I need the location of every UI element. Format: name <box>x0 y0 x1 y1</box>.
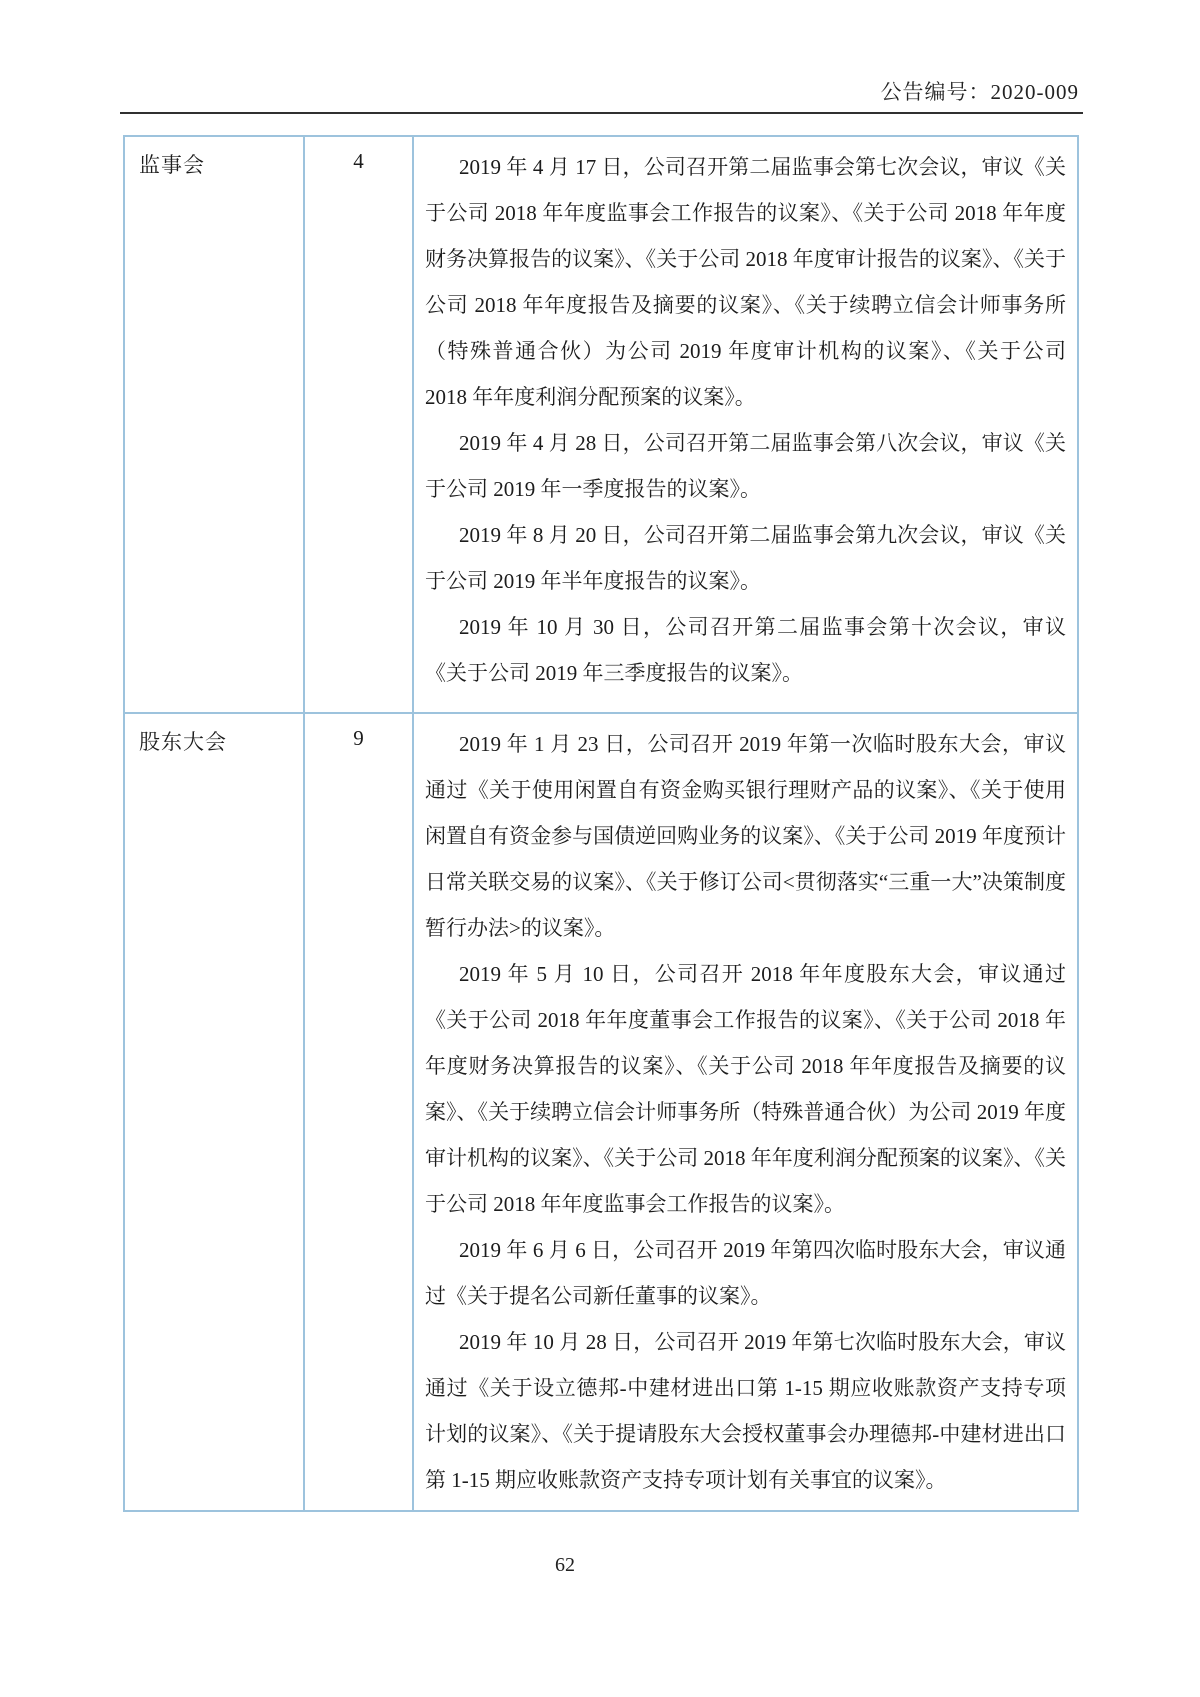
meetings-table <box>123 135 1079 1512</box>
meeting-paragraph: 2019 年 6 月 6 日，公司召开 2019 年第四次临时股东大会，审议通过《关于提名公司新任董事的议案》。 <box>425 1238 1066 1308</box>
meeting-paragraph: 2019 年 1 月 23 日，公司召开 2019 年第一次临时股东大会，审议通过《关于使用闲置自有资金购买银行理财产品的议案》、《关于使用闲置自有资金参与国债逆回购业务的议案》、《关于公司 2019 年度预计日常关联交易的议案》、《关于修订公司<贯彻落实“三重一大”决策制度暂行办法>的议案》。 <box>425 732 1066 940</box>
meeting-paragraph: 2019 年 8 月 20 日，公司召开第二届监事会第九次会议，审议《关于公司 2019 年半年度报告的议案》。 <box>425 523 1066 593</box>
meeting-count-cell: 4 <box>304 136 413 713</box>
meeting-details-cell <box>413 136 1078 713</box>
body-name-cell: 股东大会 <box>124 713 304 1511</box>
meeting-paragraph: 2019 年 4 月 28 日，公司召开第二届监事会第八次会议，审议《关于公司 2019 年一季度报告的议案》。 <box>425 431 1066 501</box>
meeting-paragraph: 2019 年 10 月 28 日，公司召开 2019 年第七次临时股东大会，审议通过《关于设立德邦-中建材进出口第 1-15 期应收账款资产支持专项计划的议案》、《关于提请股东大会授权董事会办理德邦-中建材进出口第 1-15 期应收账款资产支持专项计划有关事宜的议案》。 <box>425 1330 1066 1492</box>
announcement-number: 公告编号：2020-009 <box>880 80 1079 104</box>
meeting-paragraph: 2019 年 5 月 10 日，公司召开 2018 年年度股东大会，审议通过《关于公司 2018 年年度董事会工作报告的议案》、《关于公司 2018 年年度财务决算报告的议案》、《关于公司 2018 年年度报告及摘要的议案》、《关于续聘立信会计师事务所（特殊普通合伙）为公司 2019 年度审计机构的议案》、《关于公司 2018 年年度利润分配预案的议案》、《关于公司 2018 年年度监事会工作报告的议案》。 <box>425 962 1066 1216</box>
header-rule <box>120 112 1083 114</box>
table-row-shareholders-meeting <box>124 713 1078 1511</box>
meeting-paragraph: 2019 年 4 月 17 日，公司召开第二届监事会第七次会议，审议《关于公司 2018 年年度监事会工作报告的议案》、《关于公司 2018 年年度财务决算报告的议案》、《关于公司 2018 年度审计报告的议案》、《关于公司 2018 年年度报告及摘要的议案》、《关于续聘立信会计师事务所（特殊普通合伙）为公司 2019 年度审计机构的议案》、《关于公司 2018 年年度利润分配预案的议案》。 <box>425 155 1066 409</box>
meeting-paragraph: 2019 年 10 月 30 日，公司召开第二届监事会第十次会议，审议《关于公司 2019 年三季度报告的议案》。 <box>425 615 1066 685</box>
page-number: 62 <box>555 1554 575 1576</box>
meeting-details-cell <box>413 713 1078 1511</box>
body-name-cell: 监事会 <box>124 136 304 713</box>
meeting-count-cell: 9 <box>304 713 413 1511</box>
table-row-supervisory-board <box>124 136 1078 713</box>
